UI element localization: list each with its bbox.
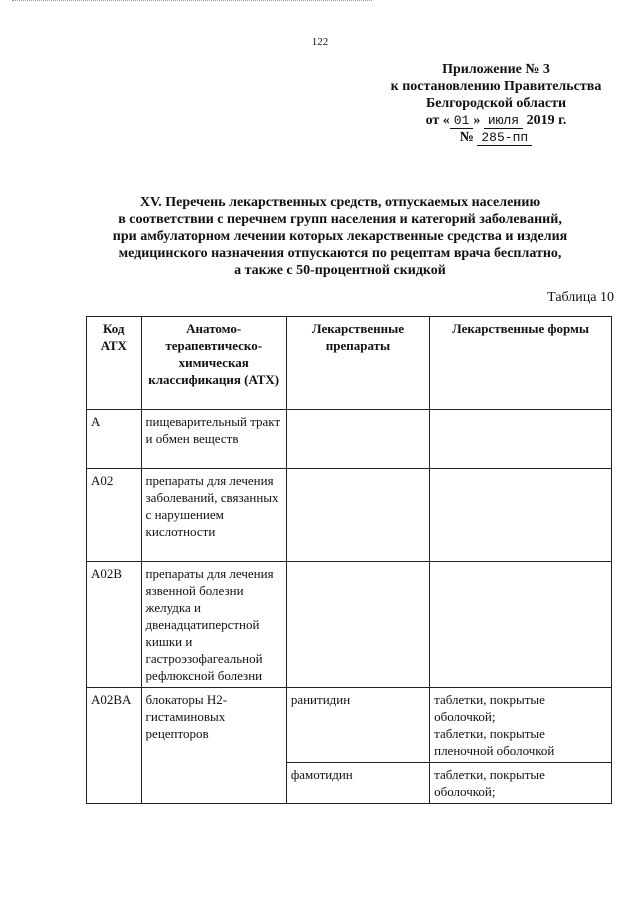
section-title xyxy=(60,194,620,279)
number-prefix: № xyxy=(459,130,474,145)
table-row xyxy=(87,688,612,763)
cell-forms xyxy=(430,410,612,469)
table-header-row xyxy=(87,317,612,410)
cell-drugs xyxy=(286,410,429,469)
table-row xyxy=(87,469,612,562)
section-title-line-1: XV. Перечень лекарственных средств, отпускаемых населению xyxy=(139,195,541,210)
appendix-line-3: Белгородской области xyxy=(425,96,567,111)
cell-code: A02 xyxy=(87,469,142,562)
appendix-title: Приложение № 3 xyxy=(442,62,550,77)
appendix-number-line xyxy=(380,129,612,146)
cell-drugs xyxy=(286,469,429,562)
table-row xyxy=(87,562,612,688)
page-number: 122 xyxy=(311,36,329,48)
header-classification: Анатомо-терапевтическо-химическая классификация (АТХ) xyxy=(141,317,286,410)
form-line: таблетки, покрытые пленочной оболочкой xyxy=(434,726,555,758)
section-title-line-3: при амбулаторном лечении которых лекарственные средства и изделия xyxy=(112,229,568,244)
cell-classification: блокаторы H2-гистаминовых рецепторов xyxy=(141,688,286,804)
date-prefix: от « xyxy=(425,113,450,128)
form-line: таблетки, покрытые оболочкой; xyxy=(434,692,545,724)
date-month: июля xyxy=(484,113,523,129)
date-year: 2019 г. xyxy=(526,113,567,128)
appendix-date-line xyxy=(380,112,612,129)
header-code: Код АТХ xyxy=(87,317,142,410)
section-title-line-5: а также с 50-процентной скидкой xyxy=(234,263,446,278)
number-value: 285-пп xyxy=(477,130,532,146)
cell-drug-famotidine: фамотидин xyxy=(286,763,429,804)
section-title-line-4: медицинского назначения отпускаются по рецептам врача бесплатно, xyxy=(118,246,562,261)
cell-classification: препараты для лечения заболеваний, связанных с нарушением кислотности xyxy=(141,469,286,562)
cell-drugs xyxy=(286,562,429,688)
cell-code: A xyxy=(87,410,142,469)
cell-classification: пищеварительный тракт и обмен веществ xyxy=(141,410,286,469)
cell-classification: препараты для лечения язвенной болезни желудка и двенадцатиперстной кишки и гастроэзофагеальной рефлюксной болезни xyxy=(141,562,286,688)
cell-drug-ranitidine: ранитидин xyxy=(286,688,429,763)
cell-forms xyxy=(430,562,612,688)
cell-forms-famotidine: таблетки, покрытые оболочкой; xyxy=(430,763,612,804)
header-drugs: Лекарственные препараты xyxy=(286,317,429,410)
table-caption: Таблица 10 xyxy=(547,290,614,305)
appendix-header xyxy=(380,61,612,146)
cell-code: A02BA xyxy=(87,688,142,804)
atx-table xyxy=(86,316,612,804)
appendix-line-2: к постановлению Правительства xyxy=(390,79,602,94)
cell-forms-ranitidine xyxy=(430,688,612,763)
header-forms: Лекарственные формы xyxy=(430,317,612,410)
cell-code: A02B xyxy=(87,562,142,688)
table-row xyxy=(87,410,612,469)
scan-artifact-line xyxy=(12,0,372,2)
cell-forms xyxy=(430,469,612,562)
date-mid: » xyxy=(473,113,481,128)
section-title-line-2: в соответствии с перечнем групп населения и категорий заболеваний, xyxy=(118,212,562,227)
date-day: 01 xyxy=(450,113,474,129)
